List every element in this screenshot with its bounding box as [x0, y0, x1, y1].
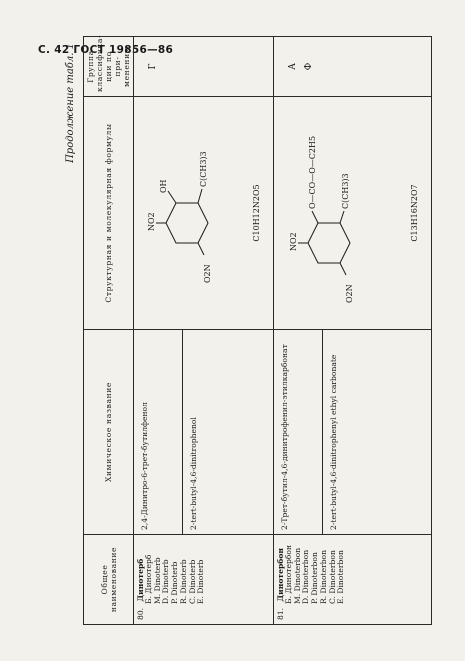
synonym: P. Dinoterb: [170, 561, 180, 604]
formula-cell: [274, 96, 432, 329]
rotated-table-block: [63, 34, 419, 625]
synonym: М. Dinoterb: [152, 557, 162, 604]
synonym: D. Dinoterbon: [301, 549, 311, 604]
tbu-label: C(CH3)3: [199, 151, 208, 187]
class-letter: Ф: [304, 62, 314, 71]
molecular-formula: C10H12N2O5: [252, 184, 261, 242]
oh-label: OH: [159, 179, 168, 193]
page-header: С. 42 ГОСТ 19856—86: [38, 44, 174, 56]
synonym: C. Dinoterb: [187, 559, 197, 604]
synonym-list: [285, 539, 346, 620]
column-header-chemical-name: Химическое название: [84, 329, 134, 534]
synonym: P. Dinoterbon: [310, 552, 320, 604]
carbonate-chain-label: O—CO—O—C2H5: [308, 135, 317, 209]
row-name: Динотербон: [276, 548, 285, 602]
o2n-label: O2N: [345, 284, 354, 303]
chemical-name-en: 2-tert-butyl-4,6-dinitrophenyl ethyl carbonate: [329, 354, 338, 530]
molecular-formula: C13H16N2O7: [410, 184, 419, 242]
class-group-cell: [274, 36, 432, 96]
structure-diagram-dinoterb: [144, 113, 224, 313]
synonym: D. Dinoterb: [161, 559, 171, 604]
synonym: Б. Динотербон: [284, 544, 293, 604]
common-name-cell: [274, 535, 432, 625]
synonym: Б. Динотерб: [144, 554, 153, 604]
formula-cell: [134, 96, 274, 329]
chemical-name-cell: [274, 329, 432, 534]
synonym: М. Dinoterbon: [292, 547, 302, 604]
table-row: [134, 36, 274, 624]
chemical-name-ru: 2-Трет-бутил-4,6-динитрофенил-этилкарбонат: [274, 330, 323, 534]
synonym: E. Dinoterb: [196, 559, 206, 604]
row-number: 81.: [276, 607, 285, 620]
chemical-name-cell: [134, 329, 274, 534]
row-number: 80.: [136, 607, 145, 620]
column-header-common-name: Общее наименование: [84, 535, 134, 625]
table-header-row: [84, 36, 134, 624]
no2-label: NO2: [147, 212, 156, 231]
synonym: R. Dinoterbon: [318, 549, 328, 604]
class-letter: А: [288, 63, 298, 70]
structure-diagram-dinoterbon: [284, 103, 370, 323]
table-row: [274, 36, 432, 624]
synonym: R. Dinoterb: [178, 559, 188, 604]
column-header-class-group: Группа классифика-ции по при-менению: [84, 36, 134, 96]
no2-label: NO2: [289, 232, 298, 251]
tbu-label: C(CH3)3: [341, 173, 350, 209]
synonym: E. Dinoterbon: [336, 550, 346, 604]
synonym: C. Dinoterbon: [327, 550, 337, 604]
common-name-cell: [134, 535, 274, 625]
chemical-name-ru: 2,4-Динитро-6-трет-бутилфенол: [134, 330, 183, 534]
chemical-name-en: 2-tert-butyl-4,6-dinitrophenol: [189, 417, 198, 530]
synonym-list: [145, 539, 206, 620]
column-header-formula: Структурная и молекулярная формулы: [84, 96, 134, 329]
row-name: Динотерб: [136, 558, 145, 602]
continuation-label: Продолжение табл. 1: [65, 43, 76, 163]
class-group-cell: [134, 36, 274, 96]
o2n-label: O2N: [203, 264, 212, 283]
classification-table: [83, 36, 432, 625]
class-letter: Г: [148, 63, 158, 70]
